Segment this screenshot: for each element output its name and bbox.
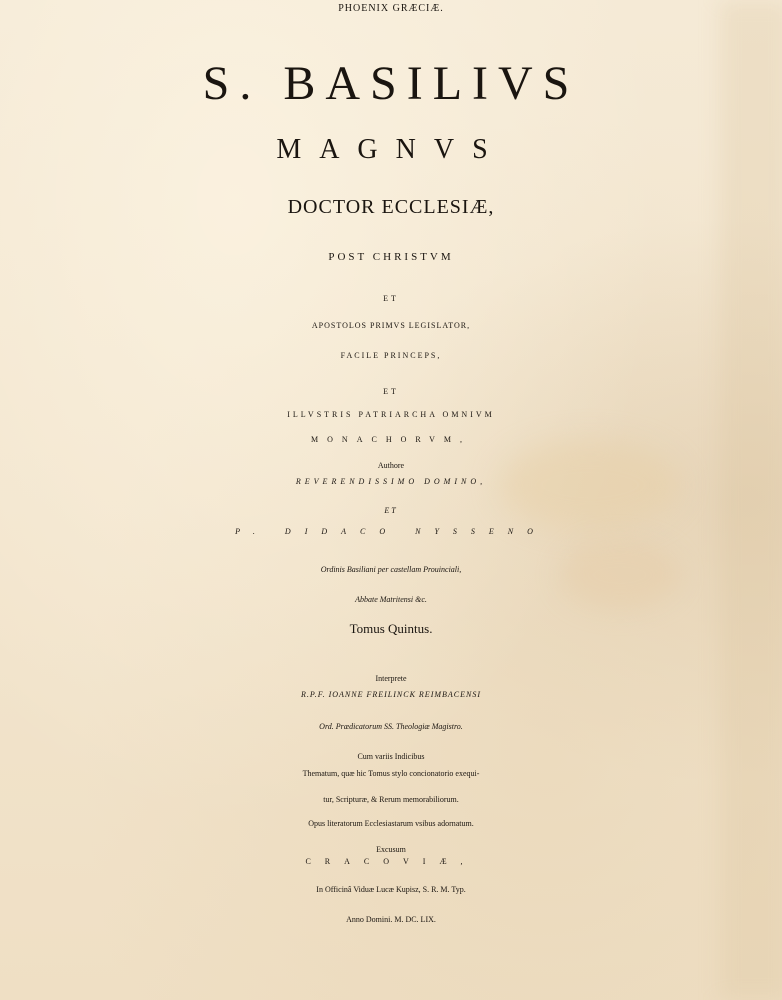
imprint-printer: In Officinâ Viduæ Lucæ Kupisz, S. R. M. Typ. bbox=[316, 885, 466, 894]
title-facile: FACILE PRINCEPS, bbox=[340, 351, 442, 360]
purpose-line: Opus literatorum Ecclesiastarum vsibus adornatum. bbox=[308, 819, 474, 828]
author-name: P. DIDACO NYSSENO bbox=[235, 527, 547, 536]
imprint-label: Excusum bbox=[376, 845, 406, 854]
imprint-year: Anno Domini. M. DC. LIX. bbox=[346, 915, 436, 924]
title-basilius: S. BASILIVS bbox=[202, 57, 580, 110]
title-post: POST CHRISTVM bbox=[328, 251, 454, 263]
conjunction-et: ET bbox=[383, 294, 399, 303]
title-monachorum: MONACHORVM, bbox=[311, 435, 471, 444]
title-magnus: MAGNVS bbox=[276, 134, 506, 165]
translator-name: R.P.F. IOANNE FREILINCK REIMBACENSI bbox=[300, 690, 482, 699]
author-order: Ordinis Basiliani per castellam Prouinciali, bbox=[320, 565, 462, 574]
indices-description-cont: tur, Scripturæ, & Rerum memorabiliorum. bbox=[323, 795, 459, 804]
title-doctor: DOCTOR ECCLESIÆ, bbox=[287, 196, 495, 218]
volume-title: Tomus Quintus. bbox=[349, 621, 433, 636]
translator-order: Ord. Prædicatorum SS. Theologiæ Magistro. bbox=[319, 722, 463, 731]
imprint-city: CRACOVIÆ, bbox=[305, 857, 477, 866]
author-honorific: REVERENDISSIMO DOMINO, bbox=[295, 477, 487, 486]
conjunction-et: ET bbox=[383, 387, 399, 396]
indices-label: Cum variis Indicibus bbox=[357, 752, 425, 761]
conjunction-et: ET bbox=[384, 506, 398, 515]
author-label: Authore bbox=[377, 461, 405, 470]
title-apostolos: APOSTOLOS PRIMVS LEGISLATOR, bbox=[311, 321, 471, 330]
translator-label: Interprete bbox=[375, 674, 407, 683]
indices-description: Thematum, quæ hic Tomus stylo concionatorio exequi- bbox=[302, 769, 480, 778]
title-illustris: ILLVSTRIS PATRIARCHA OMNIVM bbox=[287, 410, 495, 419]
header-phoenix: PHOENIX GRÆCIÆ. bbox=[338, 3, 444, 14]
author-abbate: Abbate Matritensi &c. bbox=[355, 595, 427, 604]
